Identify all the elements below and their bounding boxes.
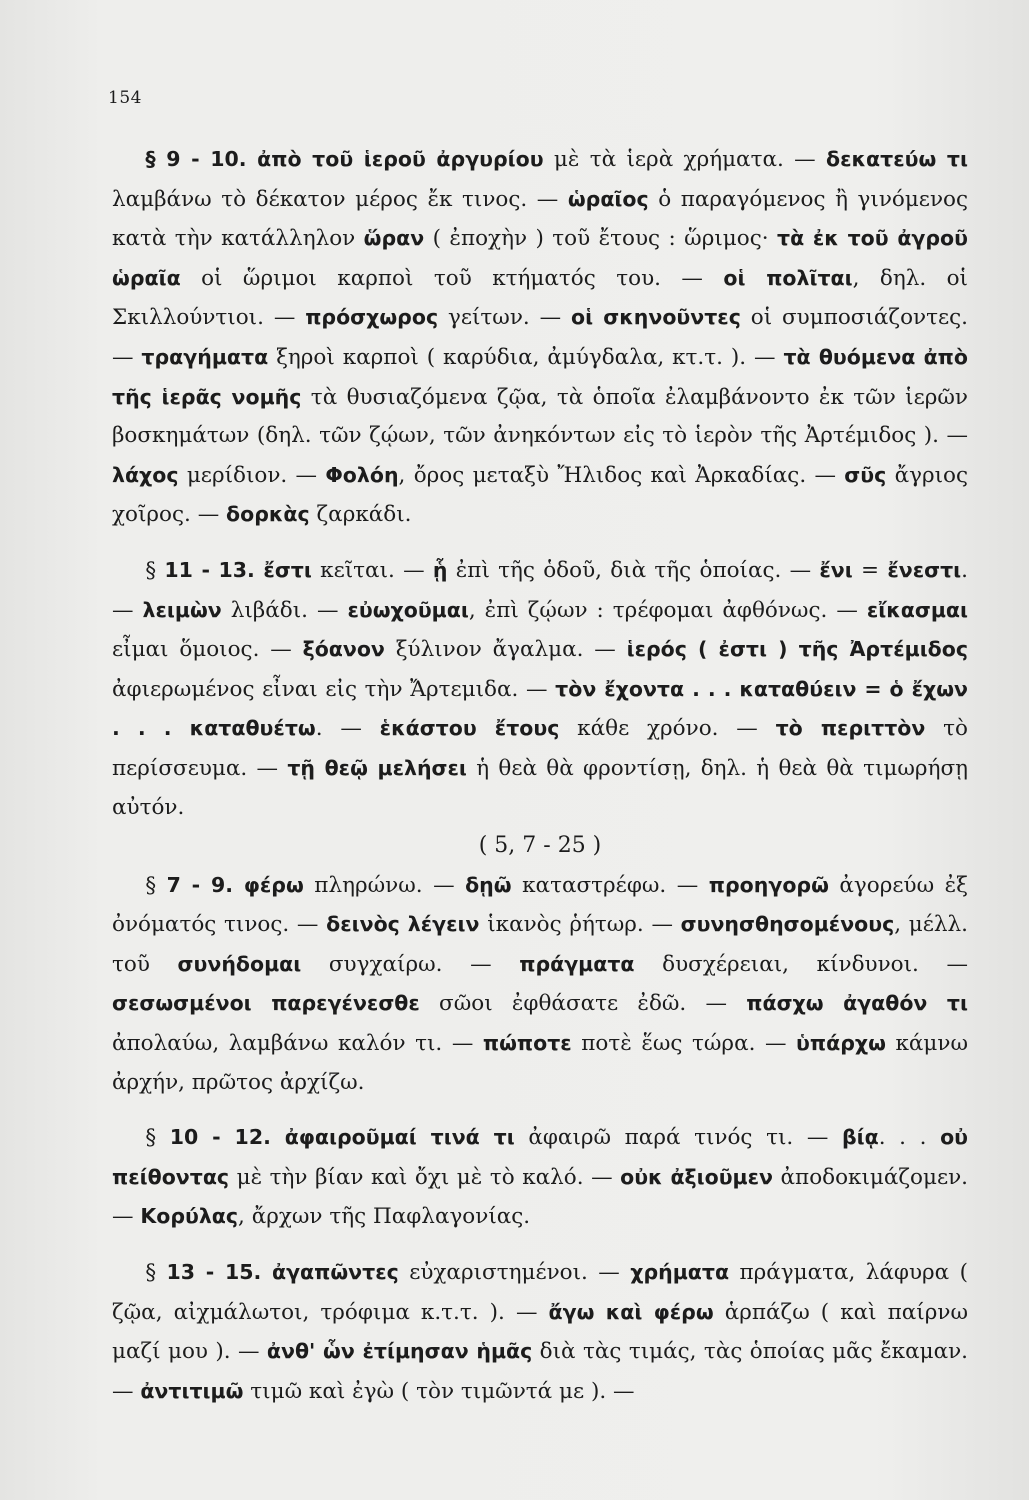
section-paragraph-s13_15 — [112, 1253, 968, 1411]
gloss-text: , δηλ. οἱ Σκιλλούντιοι. — — [112, 265, 968, 331]
lemma-term: ἑκάστου ἔτους — [379, 716, 560, 741]
gloss-text: ποτὲ ἕως τώρα. — — [571, 1031, 797, 1057]
gloss-text: ( ἐποχὴν ) τοῦ ἔτους : ὥριμος· — [424, 226, 777, 252]
gloss-text: ἀφιερωμένος εἶναι εἰς τὴν Ἄρτεμιδα. — — [112, 676, 556, 702]
lemma-term: ἔνι — [819, 557, 853, 582]
gloss-text: τιμῶ καὶ ἐγὼ ( τὸν τιμῶντά με ). — — [243, 1378, 635, 1404]
lemma-term: ἀνθ' ὧν ἐτίμησαν ἡμᾶς — [266, 1339, 533, 1364]
gloss-text: οἱ συμποσιάζοντες. — — [112, 305, 968, 370]
section-paragraph-s10_12 — [112, 1118, 968, 1237]
gloss-text: εἶμαι ὅμοιος. — — [112, 637, 303, 663]
gloss-text: τὸ περίσσευμα. — — [112, 716, 968, 781]
lemma-term: οἱ πολῖται — [723, 265, 853, 290]
gloss-text: ἁρπάζω ( καὶ παίρνω μαζί μου ). — — [112, 1299, 968, 1365]
lemma-term: πρόσχωρος — [305, 305, 439, 330]
lemma-term: τραγήματα — [141, 344, 269, 369]
gloss-text: διὰ τὰς τιμάς, τὰς ὁποίας μᾶς ἔκαμαν. — — [112, 1339, 969, 1404]
lemma-term: ἄγω καὶ φέρω — [548, 1299, 714, 1324]
section-paragraph-s11_13 — [112, 551, 968, 827]
gloss-text: ξύλινον ἄγαλμα. — — [384, 637, 627, 663]
gloss-text: = — [852, 557, 888, 583]
gloss-text: πληρώνω. — — [303, 872, 466, 898]
gloss-text: . — — [315, 716, 380, 742]
commentary-text — [112, 140, 968, 1411]
gloss-text: μὲ τὰ ἱερὰ χρήματα. — — [543, 147, 826, 172]
lemma-term: εὐωχοῦμαι — [347, 597, 469, 622]
lemma-term: ἔνεστι — [887, 557, 962, 582]
gloss-text: . . . — [878, 1125, 941, 1151]
lemma-term: σῦς — [844, 462, 887, 487]
gloss-text: , ἐπὶ ζῴων : τρέφομαι ἀφθόνως. — — [468, 597, 867, 623]
lemma-term: οἱ σκηνοῦντες — [570, 305, 741, 330]
lemma-term: δῃῶ — [465, 872, 512, 897]
gloss-text: ξηροὶ καρποὶ ( καρύδια, ἀμύγδαλα, κτ.τ. ). — — [268, 344, 784, 370]
gloss-text: σῶοι ἐφθάσατε ἐδῶ. — — [419, 991, 747, 1017]
lemma-term: § 9 - 10. ἀπὸ τοῦ ἱεροῦ ἀργυρίου — [145, 147, 544, 171]
lemma-term: Φολόη — [325, 462, 399, 487]
gloss-text: . — — [112, 557, 968, 623]
lemma-term: πώποτε — [482, 1031, 572, 1056]
gloss-text: καταστρέφω. — — [511, 872, 709, 898]
lemma-term: 10 - 12. ἀφαιροῦμαί τινά τι — [169, 1125, 515, 1150]
gloss-text: ἀφαιρῶ παρά τινός τι. — — [514, 1125, 842, 1151]
gloss-text: § — [145, 1125, 170, 1151]
lemma-term: λειμὼν — [142, 597, 222, 622]
gloss-text: , ὄρος μεταξὺ Ἤλιδος καὶ Ἀρκαδίας. — — [398, 462, 845, 488]
lemma-term: 7 - 9. φέρω — [166, 872, 304, 897]
lemma-term: ὑπάρχω — [796, 1031, 886, 1056]
lemma-term: ὥραν — [363, 226, 425, 251]
lemma-term: 13 - 15. ἀγαπῶντες — [166, 1260, 399, 1285]
gloss-text: § — [145, 872, 167, 898]
lemma-term: τῇ θεῷ μελήσει — [287, 755, 467, 780]
lemma-term: τὸν ἔχοντα . . . καταθύειν = ὁ ἔχων . . . καταθυέτω — [112, 676, 968, 741]
lemma-term: συνησθησομένους — [680, 912, 895, 937]
lemma-term: 11 - 13. ἔστι — [164, 557, 312, 582]
section-paragraph-s9_10 — [112, 140, 968, 535]
gloss-text: , μέλλ. τοῦ — [112, 912, 968, 977]
gloss-text: ἱκανὸς ῥήτωρ. — — [479, 912, 681, 938]
chapter-reference: ( 5, 7 - 25 ) — [478, 833, 602, 859]
gloss-text: τὰ θυσιαζόμενα ζῷα, τὰ ὁποῖα ἐλαμβάνοντο ἐκ τῶν ἱερῶν βοσκημάτων (δηλ. τῶν ζῴων, τῶν ἀνηκόντων εἰς τὸ ἱερὸν τῆς Ἀρτέμιδος ). — — [112, 384, 968, 449]
lemma-term: ἱερός ( ἐστι ) τῆς Ἀρτέμιδος — [626, 637, 968, 662]
gloss-text: μὲ τὴν βίαν καὶ ὄχι μὲ τὸ καλό. — — [229, 1164, 621, 1190]
lemma-term: τὰ θυόμενα ἀπὸ τῆς ἱερᾶς νομῆς — [112, 344, 968, 409]
gloss-text: ἀποδοκιμάζομεν. — — [112, 1164, 968, 1230]
gloss-text: ἀγορεύω ἐξ ὀνόματός τινος. — — [112, 872, 968, 938]
gloss-text: § — [145, 1260, 167, 1286]
lemma-term: οὐκ ἀξιοῦμεν — [620, 1164, 774, 1189]
gloss-text: § — [145, 557, 165, 583]
gloss-text: κάμνω ἀρχήν, πρῶτος ἀρχίζω. — [112, 1031, 968, 1095]
lemma-term: τὰ ἐκ τοῦ ἀγροῦ ὡραῖα — [112, 226, 968, 290]
lemma-term: σεσωσμένοι παρεγένεσθε — [112, 991, 420, 1016]
section-paragraph-s7_9 — [112, 866, 968, 1103]
sections-part-2 — [112, 866, 968, 1412]
gloss-text: οἱ ὥριμοι καρποὶ τοῦ κτήματός του. — — [180, 265, 724, 291]
gloss-text: ζαρκάδι. — [309, 502, 412, 528]
lemma-term: προηγορῶ — [708, 872, 829, 897]
gloss-text: ἡ θεὰ θὰ φροντίσῃ, δηλ. ἡ θεὰ θὰ τιμωρήσῃ αὐτόν. — [112, 755, 969, 820]
gloss-text: ὁ παραγόμενος ἢ γινόμενος κατὰ τὴν κατάλληλον — [112, 186, 968, 252]
lemma-term: χρήματα — [630, 1260, 730, 1285]
lemma-term: ὡραῖος — [567, 186, 649, 211]
lemma-term: βίᾳ — [841, 1125, 879, 1150]
lemma-term: τὸ περιττὸν — [775, 716, 926, 741]
gloss-text: , ἄρχων τῆς Παφλαγονίας. — [238, 1204, 531, 1230]
lemma-term: δεκατεύω τι — [825, 147, 968, 171]
gloss-text: μερίδιον. — — [178, 462, 326, 488]
lemma-term: πράγματα — [519, 951, 635, 976]
gloss-text: δυσχέρειαι, κίνδυνοι. — — [634, 951, 968, 977]
lemma-term: πάσχω ἀγαθόν τι — [746, 991, 969, 1016]
gloss-text: ἐπὶ τῆς ὁδοῦ, διὰ τῆς ὁποίας. — — [447, 557, 820, 583]
sections-part-1 — [112, 140, 968, 827]
page-number: 154 — [108, 88, 142, 108]
lemma-term: ᾗ — [432, 557, 448, 582]
lemma-term: συνήδομαι — [177, 951, 302, 976]
gloss-text: κεῖται. — — [311, 557, 433, 583]
lemma-term: λάχος — [112, 462, 179, 487]
gloss-text: συγχαίρω. — — [301, 951, 520, 977]
lemma-term: ξόανον — [302, 637, 385, 662]
lemma-term: δεινὸς λέγειν — [326, 912, 480, 937]
gloss-text: ἀπολαύω, λαμβάνω καλόν τι. — — [112, 1031, 483, 1057]
lemma-term: εἴκασμαι — [866, 597, 968, 622]
gloss-text: κάθε χρόνο. — — [559, 716, 776, 742]
gloss-text: γείτων. — — [438, 305, 571, 331]
gloss-text: λαμβάνω τὸ δέκατον μέρος ἔκ τινος. — — [112, 186, 568, 212]
gloss-text: ἄγριος χοῖρος. — — [112, 462, 969, 528]
gloss-text: πράγματα, λάφυρα ( ζῷα, αἰχμάλωτοι, τρόφιμα κ.τ.τ. ). — — [112, 1260, 968, 1325]
lemma-term: οὐ πείθοντας — [112, 1125, 968, 1189]
lemma-term: δορκὰς — [226, 502, 310, 527]
lemma-term: ἀντιτιμῶ — [140, 1378, 244, 1403]
gloss-text: εὐχαριστημένοι. — — [398, 1260, 631, 1286]
lemma-term: Κορύλας — [140, 1204, 239, 1229]
gloss-text: λιβάδι. — — [221, 597, 348, 623]
